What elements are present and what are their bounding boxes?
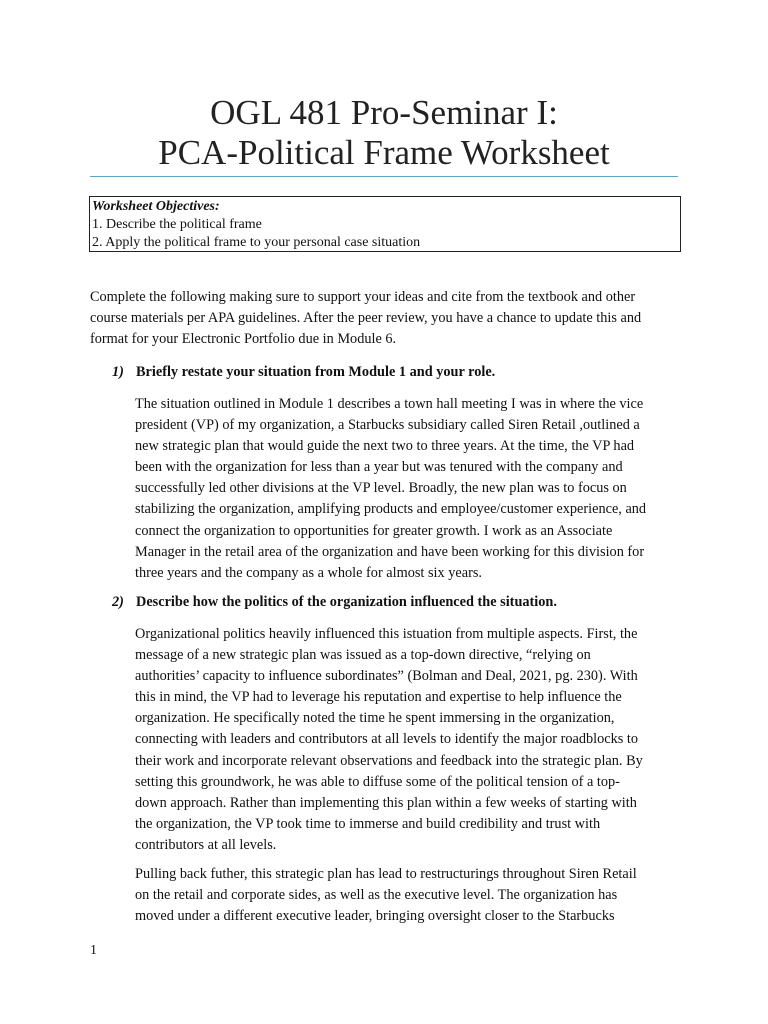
answer-line: moved under a different executive leader, bringing oversight closer to the Starbucks (135, 908, 615, 925)
answer-line: their work and incorporate relevant observations and feedback into the strategic plan. By (135, 752, 643, 769)
answer-line: organization. He specifically noted the time he spent immersing in the organization, (135, 710, 615, 727)
objective-item: 2. Apply the political frame to your personal case situation (92, 235, 421, 250)
page-number: 1 (90, 943, 97, 958)
title-divider (90, 176, 678, 177)
answer-line: connecting with leaders and contributors at all levels to identify the major roadblocks to (135, 731, 639, 748)
answer-line: setting this groundwork, he was able to diffuse some of the political tension of a top- (135, 773, 620, 790)
answer-line: the organization, the VP took time to immerse and build credibility and trust with (135, 815, 601, 832)
answer-line: The situation outlined in Module 1 describes a town hall meeting I was in where the vice (135, 396, 644, 412)
answer-line: Organizational politics heavily influenced this istuation from multiple aspects. First, the (135, 626, 638, 642)
objectives-heading: Worksheet Objectives: (92, 199, 220, 214)
intro-line: course materials per APA guidelines. After the peer review, you have a chance to update this and (90, 310, 642, 327)
answer-line: this in mind, the VP had to leverage his reputation and expertise to help influence the (135, 689, 622, 706)
answer-line: contributors at all levels. (135, 836, 277, 853)
answer-line: connect the organization to opportunities for greater growth. I work as an Associate (135, 522, 613, 539)
answer-line: stabilizing the organization, amplifying products and employee/customer experience, and (135, 501, 647, 518)
answer-line: on the retail and corporate sides, as well as the executive level. The organization has (135, 887, 618, 904)
answer-line: successfully led other divisions at the VP level. Broadly, the new plan was to focus on (135, 480, 627, 497)
intro-line: format for your Electronic Portfolio due in Module 6. (90, 331, 397, 348)
answer-line: down approach. Rather than implementing this plan within a few weeks of starting with (135, 794, 637, 811)
answer-line: Manager in the retail area of the organization and have been working for this division for (135, 543, 645, 560)
answer-line: authorities’ capacity to influence subordinates” (Bolman and Deal, 2021, pg. 230). With (135, 668, 638, 685)
answer-2-paragraph-1 (135, 624, 691, 856)
question-number: 1) (112, 364, 124, 380)
answer-line: message of a new strategic plan was issued as a top-down directive, “relying on (135, 647, 591, 664)
answer-line: been with the organization for less than a year but was tenured with the company and (135, 459, 623, 476)
intro-paragraph (90, 287, 690, 350)
answer-line: Pulling back futher, this strategic plan has lead to restructurings throughout Siren Retail (135, 866, 637, 882)
question-text: Briefly restate your situation from Module 1 and your role. (136, 364, 496, 380)
intro-line: Complete the following making sure to support your ideas and cite from the textbook and other (90, 289, 636, 305)
answer-line: three years and the company as a whole for almost six years. (135, 564, 482, 581)
answer-line: new strategic plan that would guide the next two to three years. At the time, the VP had (135, 438, 635, 455)
objective-item: 1. Describe the political frame (92, 217, 262, 232)
title-line-2: PCA-Political Frame Worksheet (158, 133, 610, 172)
answer-2-paragraph-2 (135, 864, 691, 927)
answer-1-paragraph (135, 394, 691, 584)
title-line-1: OGL 481 Pro-Seminar I: (210, 93, 558, 132)
question-text: Describe how the politics of the organization influenced the situation. (136, 594, 557, 610)
objectives-box (89, 196, 681, 252)
question-number: 2) (112, 594, 124, 610)
answer-line: president (VP) of my organization, a Starbucks subsidiary called Siren Retail ,outlined a (135, 417, 640, 434)
